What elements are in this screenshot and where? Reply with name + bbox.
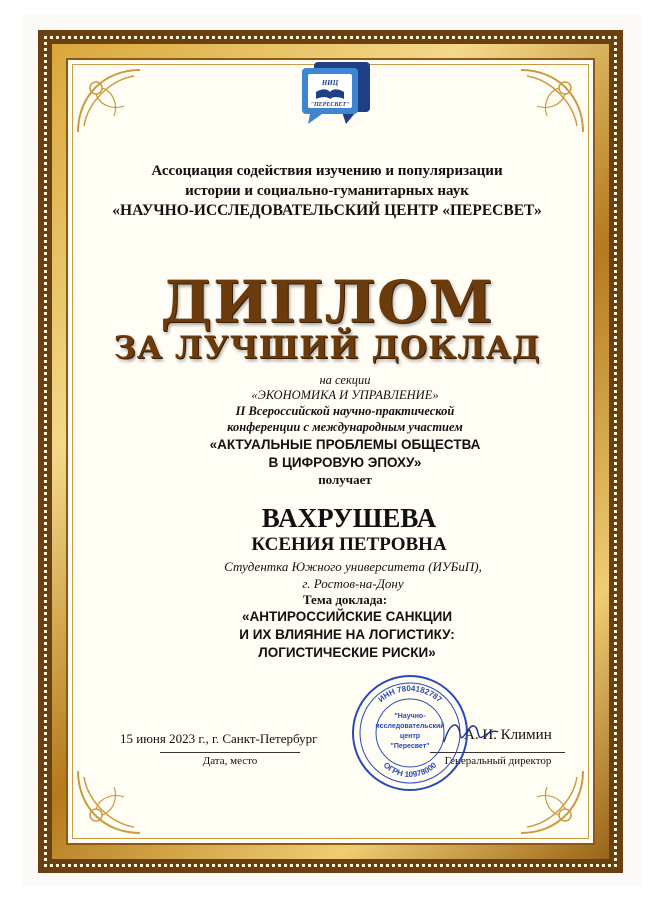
recipient-surname: ВАХРУШЕВА	[261, 503, 437, 533]
stamp-center-4: "Пересвет"	[390, 743, 430, 750]
date-place: 15 июня 2023 г., г. Санкт-Петербург	[120, 731, 318, 746]
org-line-2: истории и социально-гуманитарных наук	[185, 183, 469, 199]
stamp-inn: ИНН 7804182787	[376, 683, 444, 705]
signer-name: А. И. Климин	[464, 727, 552, 743]
conference-title-1: «АКТУАЛЬНЫЕ ПРОБЛЕМЫ ОБЩЕСТВА	[209, 437, 481, 452]
stamp-ogrn: ОГРН 10978000	[381, 760, 439, 780]
conference-line-2: конференции с международным участием	[227, 420, 463, 434]
date-caption: Дата, место	[202, 755, 258, 767]
section-intro: на секции	[319, 373, 371, 387]
recipient-affiliation-1: Студентка Южного университета (ИУБиП),	[224, 559, 482, 574]
pereswet-logo	[300, 58, 372, 128]
logo-line1: НИЦ	[321, 79, 339, 87]
corner-ornament-icon	[74, 767, 144, 837]
stamp-center-3: центр	[399, 733, 421, 740]
signer-caption: Генеральный директор	[444, 755, 552, 767]
org-line-3: «НАУЧНО-ИССЛЕДОВАТЕЛЬСКИЙ ЦЕНТР «ПЕРЕСВЕТ»	[112, 202, 542, 219]
signature-mark	[440, 712, 500, 752]
recipient-affiliation-2: г. Ростов-на-Дону	[302, 576, 404, 591]
corner-ornament-icon	[517, 767, 587, 837]
org-line-1: Ассоциация содействия изучению и популяризации	[151, 163, 503, 179]
corner-ornament-icon	[517, 66, 587, 136]
conference-line-1: II Всероссийской научно-практической	[235, 404, 455, 418]
logo-line2: "ПЕРЕСВЕТ"	[310, 102, 350, 108]
topic-line-3: ЛОГИСТИЧЕСКИЕ РИСКИ»	[258, 645, 436, 660]
stamp-center-2: исследовательский	[375, 723, 445, 730]
conference-title-2: В ЦИФРОВУЮ ЭПОХУ»	[268, 455, 422, 470]
section-name: «ЭКОНОМИКА И УПРАВЛЕНИЕ»	[251, 388, 439, 402]
topic-line-2: И ИХ ВЛИЯНИЕ НА ЛОГИСТИКУ:	[239, 627, 455, 642]
diploma-subtitle: ЗА ЛУЧШИЙ ДОКЛАД	[113, 330, 541, 366]
svg-text:ОГРН 10978000	[382, 760, 439, 779]
corner-ornament-icon	[74, 66, 144, 136]
receives-label: получает	[318, 472, 372, 487]
date-underline	[160, 752, 300, 753]
topic-line-1: «АНТИРОССИЙСКИЕ САНКЦИИ	[241, 609, 453, 624]
stamp-center-1: "Научно-	[394, 713, 426, 720]
recipient-given-names: КСЕНИЯ ПЕТРОВНА	[251, 534, 447, 555]
diploma-title: ДИПЛОМ	[160, 268, 494, 336]
svg-text:ИНН 7804182787	[376, 684, 444, 705]
topic-label: Тема доклада:	[302, 592, 388, 607]
